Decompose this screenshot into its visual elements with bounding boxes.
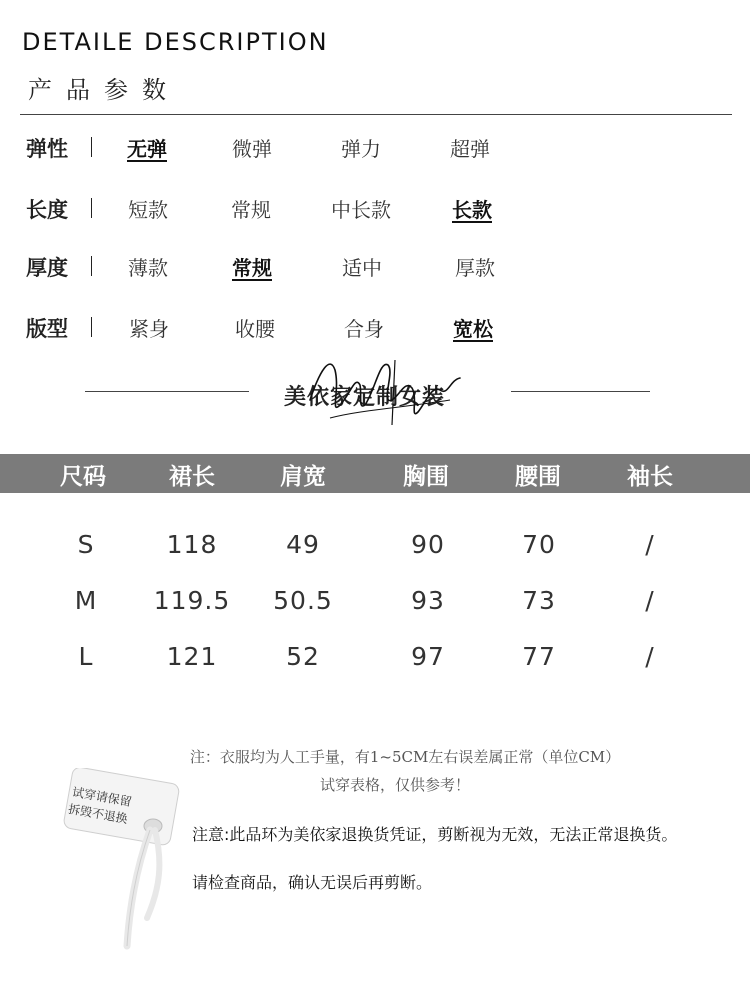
param-option: 中长款	[331, 198, 391, 222]
param-option: 适中	[342, 256, 382, 280]
brand-name: 美依家定制女装	[284, 385, 446, 410]
param-label: 弹性	[26, 137, 68, 161]
brand-line-right	[511, 391, 650, 392]
tag-text-line1: 试穿请保留	[71, 784, 133, 810]
title-divider	[20, 114, 732, 115]
param-option: 弹力	[341, 137, 381, 161]
param-option: 薄款	[128, 256, 168, 280]
param-label: 版型	[26, 317, 68, 341]
size-cell: 52	[286, 642, 320, 671]
param-row-length	[0, 194, 750, 234]
param-row-elasticity	[0, 133, 750, 173]
tag-text-line2: 拆毁不退换	[67, 801, 129, 827]
size-header-cell: 袖长	[627, 464, 673, 490]
measure-note: 注：衣服均为人工手量，有1~5CM左右误差属正常（单位CM）	[189, 748, 621, 766]
size-cell: L	[78, 642, 94, 671]
size-cell: 90	[411, 530, 445, 559]
param-option: 合身	[344, 317, 384, 341]
param-separator	[91, 137, 92, 157]
signature-graphic	[300, 350, 470, 430]
size-cell: /	[645, 586, 655, 615]
size-cell: S	[77, 530, 95, 559]
size-header-cell: 尺码	[60, 464, 106, 490]
size-cell: 49	[286, 530, 320, 559]
size-cell: 70	[522, 530, 556, 559]
param-separator	[91, 198, 92, 218]
size-cell: /	[645, 530, 655, 559]
brand-line-left	[85, 391, 249, 392]
check-note: 请检查商品，确认无误后再剪断。	[192, 873, 433, 892]
param-option: 厚款	[455, 256, 495, 280]
size-cell: 73	[522, 586, 556, 615]
size-cell: 77	[522, 642, 556, 671]
title-en: DETAILE DESCRIPTION	[22, 28, 329, 56]
size-cell: 119.5	[153, 586, 231, 615]
size-header-cell: 肩宽	[280, 464, 326, 490]
size-header-cell: 胸围	[403, 464, 449, 490]
size-table-header	[0, 454, 750, 493]
param-row-fit	[0, 313, 750, 353]
param-option: 超弹	[450, 137, 490, 161]
param-option: 紧身	[129, 317, 169, 341]
param-option: 常规	[231, 198, 271, 222]
tag-note: 注意:此品环为美依家退换货凭证，剪断视为无效，无法正常退换货。	[192, 825, 678, 844]
size-cell: 50.5	[273, 586, 333, 615]
param-row-thickness	[0, 252, 750, 292]
reference-note: 试穿表格，仅供参考！	[319, 776, 470, 794]
param-option: 宽松	[453, 317, 493, 341]
size-cell: 97	[411, 642, 445, 671]
size-cell: 118	[166, 530, 218, 559]
param-option: 无弹	[127, 137, 167, 161]
size-header-cell: 腰围	[515, 464, 561, 490]
param-option: 短款	[128, 198, 168, 222]
size-cell: 121	[166, 642, 218, 671]
param-option: 常规	[232, 256, 272, 280]
param-label: 长度	[26, 198, 68, 222]
param-option: 微弹	[232, 137, 272, 161]
size-cell: 93	[411, 586, 445, 615]
param-separator	[91, 317, 92, 337]
param-separator	[91, 256, 92, 276]
title-cn: 产品参数	[28, 76, 180, 104]
size-cell: /	[645, 642, 655, 671]
size-cell: M	[74, 586, 98, 615]
size-header-cell: 裙长	[169, 464, 215, 490]
param-option: 长款	[452, 198, 492, 222]
param-label: 厚度	[26, 256, 68, 280]
param-option: 收腰	[235, 317, 275, 341]
